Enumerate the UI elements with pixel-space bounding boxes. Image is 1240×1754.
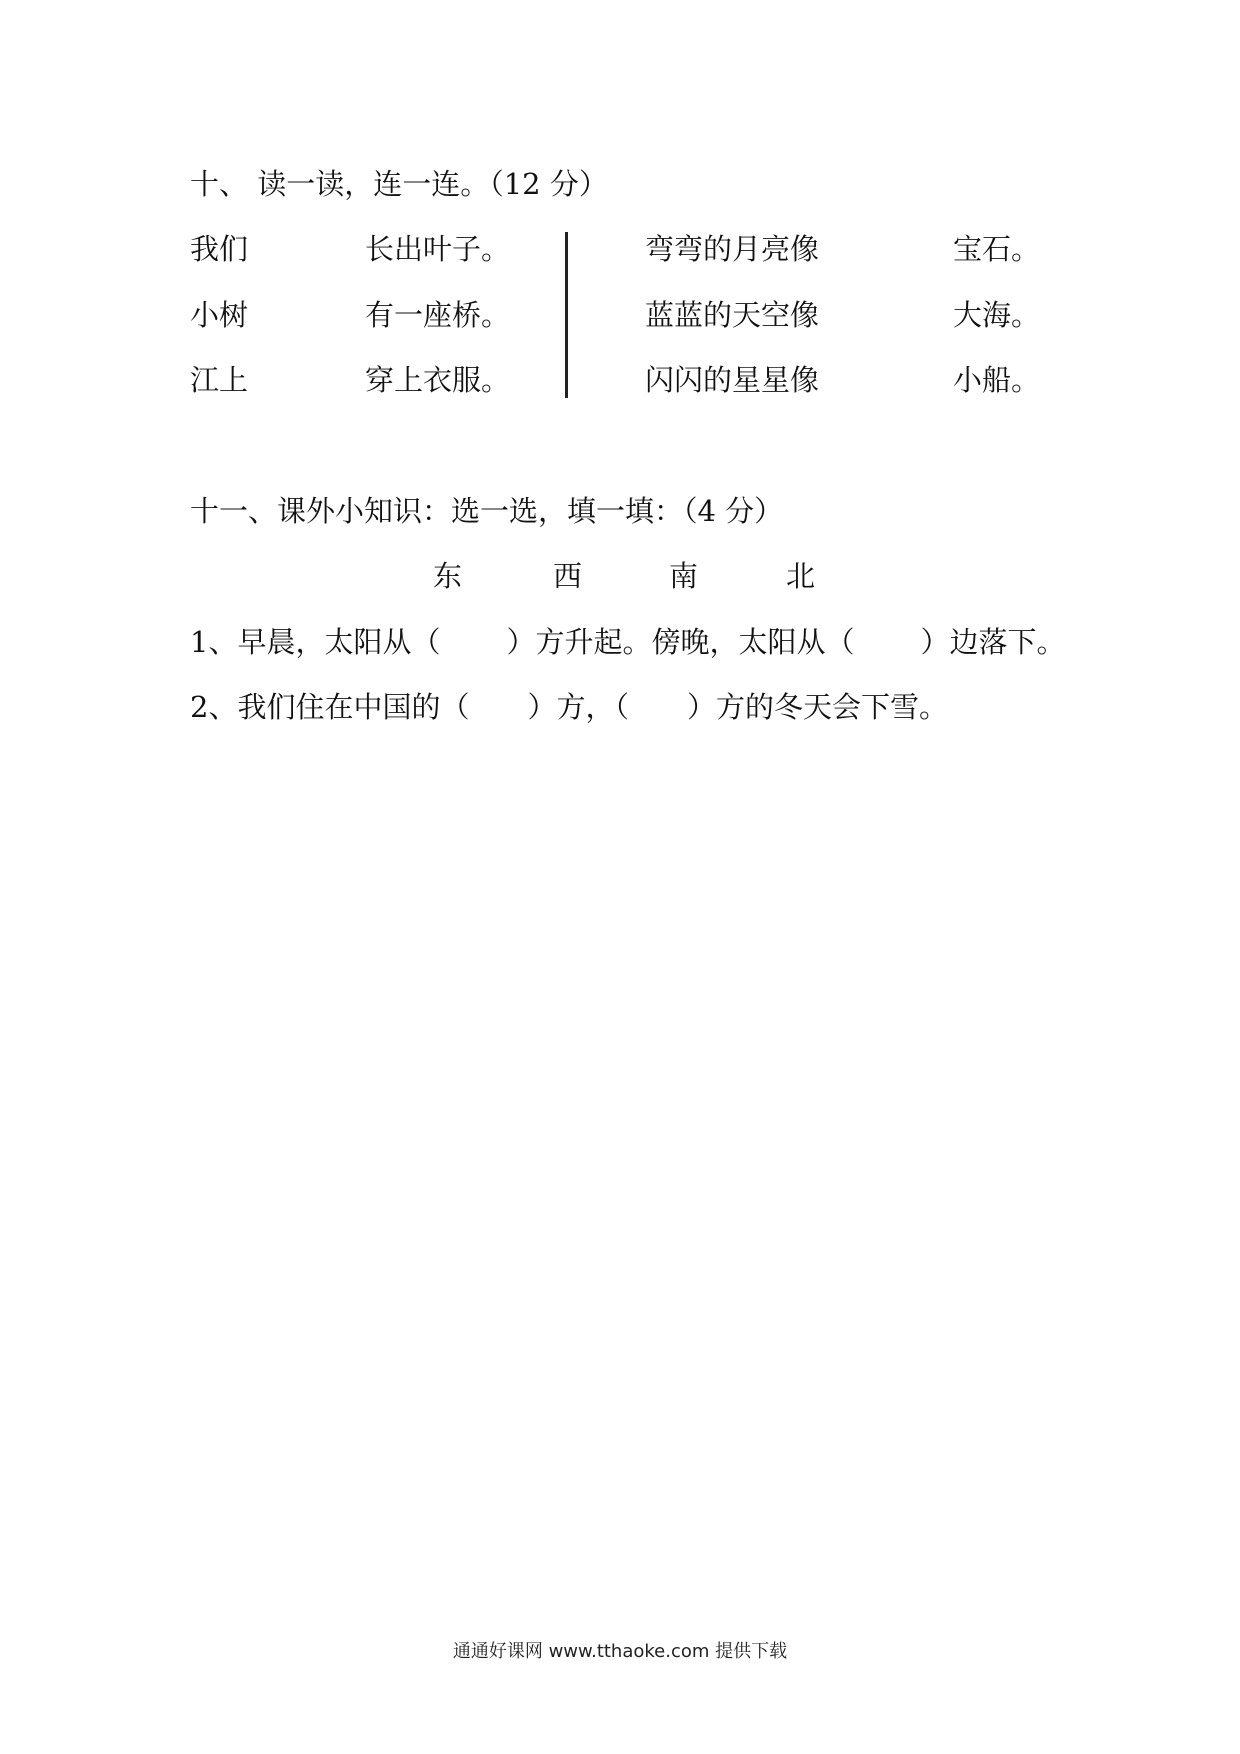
question-2-part-1: 2、我们住在中国的（	[190, 690, 470, 724]
right-subject-2: 蓝蓝的天空像	[645, 298, 820, 332]
left-predicate-1: 长出叶子。	[365, 232, 511, 266]
right-subject-3: 闪闪的星星像	[645, 363, 820, 397]
direction-south: 南	[669, 559, 699, 593]
left-predicate-2: 有一座桥。	[365, 298, 511, 332]
section-10-title: 十、 读一读，连一连。（12 分）	[190, 167, 608, 201]
question-1	[190, 625, 1066, 659]
question-1-part-2: ）方升起。傍晚，太阳从（	[506, 625, 855, 659]
question-1-part-1: 1、早晨，太阳从（	[190, 625, 441, 659]
right-subject-1: 弯弯的月亮像	[645, 232, 820, 266]
question-1-part-3: ）边落下。	[920, 625, 1066, 659]
question-2-part-2: ）方，（	[527, 690, 629, 724]
question-2-part-3: ）方的冬天会下雪。	[686, 690, 948, 724]
right-object-1: 宝石。	[953, 232, 1041, 266]
direction-north: 北	[786, 559, 816, 593]
right-object-2: 大海。	[953, 298, 1041, 332]
direction-east: 东	[433, 559, 463, 593]
section-11-title: 十一、课外小知识：选一选，填一填：（4 分）	[190, 494, 784, 528]
right-object-3: 小船。	[953, 363, 1041, 397]
column-divider	[565, 232, 568, 398]
left-subject-2: 小树	[190, 298, 249, 332]
left-predicate-3: 穿上衣服。	[365, 363, 511, 397]
left-subject-3: 江上	[190, 363, 249, 397]
question-2	[190, 690, 948, 724]
left-subject-1: 我们	[190, 232, 249, 266]
direction-west: 西	[553, 559, 583, 593]
footer-download-note: 通通好课网 www.tthaoke.com 提供下载	[452, 1641, 788, 1662]
